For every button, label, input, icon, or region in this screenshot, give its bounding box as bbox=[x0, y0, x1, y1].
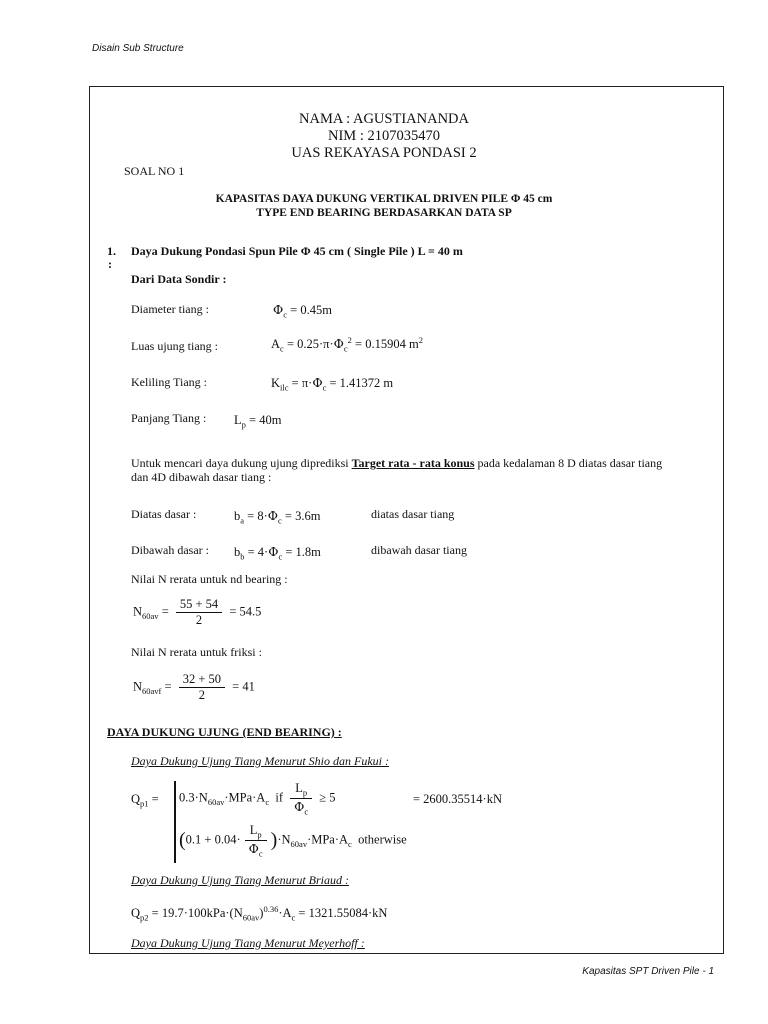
title-nim: NIM : 2107035470 bbox=[328, 128, 440, 144]
n-friksi-label: Nilai N rerata untuk friksi : bbox=[131, 645, 262, 659]
item-title: Daya Dukung Pondasi Spun Pile Φ 45 cm ( Single Pile ) L = 40 m bbox=[131, 244, 463, 258]
dibawah-label: Dibawah dasar : bbox=[131, 543, 209, 557]
n-endbearing-fraction: $\frac{55 + 54}{2}$ bbox=[176, 597, 222, 628]
n-endbearing-equation: $N_{60av}$ = $\frac{55 + 54}{2}$ = 54.5 bbox=[133, 597, 262, 627]
briaud-title: Daya Dukung Ujung Tiang Menurut Briaud : bbox=[131, 873, 349, 887]
item-number: 1. bbox=[107, 244, 116, 258]
keliling-equation: $K_{ilc} = \pi\cdot\Phi_c = 1.41372$ m bbox=[271, 375, 394, 393]
n-friksi-fraction: $\frac{32 + 50}{2}$ bbox=[179, 672, 225, 703]
shio-case1: $0.3\cdot N_{60av}\cdot MPa\cdot A_c$ if $\frac{L_p}{\Phi_c}$ ≥ 5 bbox=[179, 781, 336, 816]
sondir-heading: Dari Data Sondir : bbox=[131, 272, 227, 286]
luas-label: Luas ujung tiang : bbox=[131, 339, 218, 353]
shio-case2: (0.1 + 0.04· $\frac{L_p}{\Phi_c}$ )$\cdot N_{60av}\cdot MPa\cdot A_c$ otherwise bbox=[179, 823, 407, 858]
heading-line2: TYPE END BEARING BERDASARKAN DATA SP bbox=[256, 207, 512, 219]
keliling-label: Keliling Tiang : bbox=[131, 375, 208, 389]
end-bearing-heading: DAYA DUKUNG UJUNG (END BEARING) : bbox=[107, 725, 342, 739]
n-friksi-equation: $N_{60avf}$ = $\frac{32 + 50}{2}$ = 41 bbox=[133, 672, 255, 702]
diameter-label: Diameter tiang : bbox=[131, 302, 209, 316]
meyerhoff-title: Daya Dukung Ujung Tiang Menurut Meyerhoff : bbox=[131, 936, 365, 950]
panjang-label: Panjang Tiang : bbox=[131, 411, 207, 425]
title-name: NAMA : AGUSTIANANDA bbox=[299, 111, 469, 127]
paragraph-line1: Untuk mencari daya dukung ujung diprediksi Target rata - rata konus pada kedalaman 8 D diatas dasar tiang bbox=[131, 456, 663, 470]
briaud-equation: $Q_{p2} = 19.7\cdot 100kPa\cdot(N_{60av})^{0.36}\cdot A_c = 1321.55084\cdot kN$ bbox=[131, 904, 388, 923]
diatas-note: diatas dasar tiang bbox=[371, 507, 455, 521]
dibawah-equation: $b_b = 4\cdot\Phi_c = 1.8m$ bbox=[234, 544, 321, 562]
shio-case2-fraction: $\frac{L_p}{\Phi_c}$ bbox=[245, 823, 267, 858]
panjang-equation: $L_p = 40m$ bbox=[234, 413, 282, 430]
diatas-label: Diatas dasar : bbox=[131, 507, 197, 521]
paragraph-emphasis: Target rata - rata konus bbox=[351, 456, 475, 470]
paragraph-line2: dan 4D dibawah dasar tiang : bbox=[131, 470, 272, 484]
shio-result: = 2600.35514·kN bbox=[413, 792, 502, 806]
page-header: Disain Sub Structure bbox=[92, 43, 184, 54]
title-course: UAS REKAYASA PONDASI 2 bbox=[291, 145, 477, 161]
heading-line1: KAPASITAS DAYA DUKUNG VERTIKAL DRIVEN PILE Φ 45 cm bbox=[215, 193, 553, 205]
item-colon: : bbox=[108, 257, 112, 271]
diatas-equation: $b_a = 8\cdot\Phi_c = 3.6m$ bbox=[234, 508, 321, 526]
n-endbearing-label: Nilai N rerata untuk nd bearing : bbox=[131, 572, 288, 586]
luas-equation: $A_c = 0.25\cdot\pi\cdot\Phi_c^2 = 0.15904$ $m^2$ bbox=[271, 335, 423, 354]
piecewise-brace bbox=[174, 781, 176, 863]
dibawah-note: dibawah dasar tiang bbox=[371, 543, 467, 557]
page-footer: Kapasitas SPT Driven Pile - 1 bbox=[582, 966, 714, 977]
shio-cond-fraction: $\frac{L_p}{\Phi_c}$ bbox=[290, 781, 312, 816]
shio-title: Daya Dukung Ujung Tiang Menurut Shio dan Fukui : bbox=[131, 754, 389, 768]
soal-label: SOAL NO 1 bbox=[124, 164, 185, 178]
shio-lhs: $Q_{p1}$ = bbox=[131, 792, 159, 809]
diameter-equation: $\Phi_c = 0.45m$ bbox=[273, 302, 332, 320]
